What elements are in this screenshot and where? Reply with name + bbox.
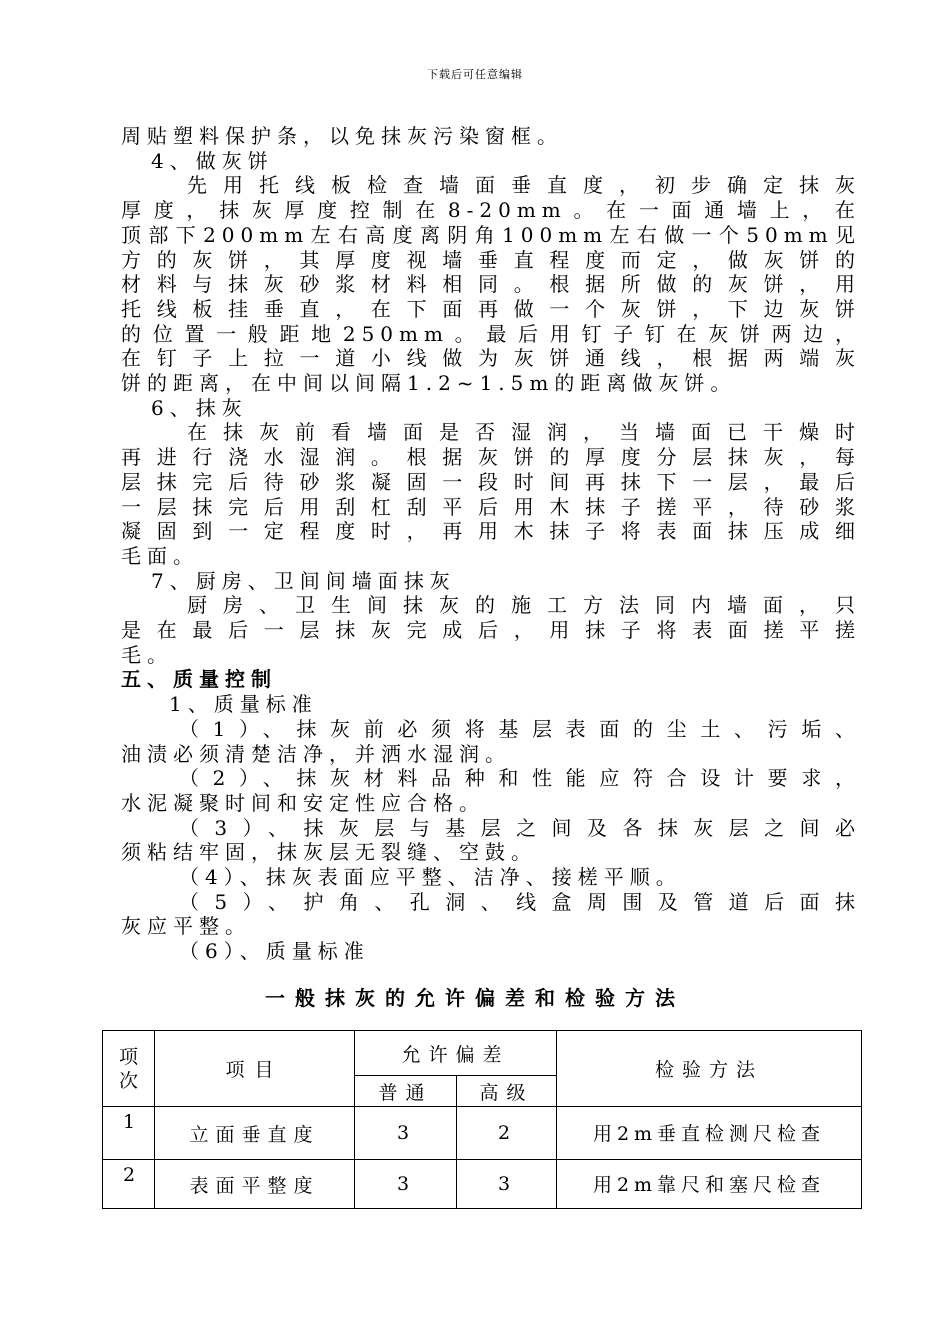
text-line: 水泥凝聚时间和安定性应合格。 [121,790,485,815]
text-line: 毛面。 [121,543,199,568]
text-line: 先用托线板检查墙面垂直度，初步确定抹灰 [187,173,861,198]
row-index: 1 [103,1107,155,1160]
table-row [103,1160,862,1209]
text-line: 周贴塑料保护条，以免抹灰污染窗框。 [121,124,563,148]
text-line: （1）、抹灰前必须将基层表面的尘土、污垢、 [179,716,861,741]
text-line: 灰应平整。 [121,914,251,939]
table-row [103,1107,862,1160]
text-line: 层抹完后待砂浆凝固一段时间再抹下一层，最后 [121,469,861,494]
text-line: 一层抹完后用刮杠刮平后用木抹子搓平，待砂浆 [121,494,861,519]
row-item: 表面平整度 [155,1160,355,1209]
table-title: 一般抹灰的允许偏差和检验方法 [265,986,685,1010]
text-line: 凝固到一定程度时，再用木抹子将表面抹压成细 [121,519,861,544]
text-line: 厚度，抹灰厚度控制在8-20mm。在一面通墙上，在 [121,198,861,223]
section-heading: 五、质量控制 [121,667,277,692]
header-normal: 普通 [355,1076,457,1107]
text-line: 须粘结牢固，抹灰层无裂缝、空鼓。 [121,840,537,865]
text-line: （6）、质量标准 [179,939,370,964]
header-index-label: 项次 [118,1045,138,1092]
header-index [103,1031,155,1107]
header-item: 项目 [155,1031,355,1107]
text-line: （3）、抹灰层与基层之间及各抹灰层之间必 [179,815,861,840]
text-line: 毛。 [121,642,173,667]
text-line: （4）、抹灰表面应平整、洁净、接槎平顺。 [179,865,682,889]
header-method: 检验方法 [557,1031,862,1107]
text-line: 是在最后一层抹灰完成后，用抹子将表面搓平搓 [121,618,861,642]
text-line: 的位置一般距地250mm。最后用钉子钉在灰饼两边， [121,321,861,346]
text-line: 顶部下200mm左右高度离阴角100mm左右做一个50mm见 [121,222,861,247]
row-high: 3 [457,1160,557,1209]
text-line: （5）、护角、孔洞、线盒周围及管道后面抹 [179,889,861,914]
row-normal: 3 [355,1107,457,1160]
text-line: 油渍必须清楚洁净，并洒水湿润。 [121,741,511,766]
text-line: 4、做灰饼 [151,148,274,173]
header-high: 高级 [457,1076,557,1107]
row-method: 用2m垂直检测尺检查 [557,1107,862,1160]
text-line: 饼的距离，在中间以间隔1.2~1.5m的距离做灰饼。 [121,371,737,395]
text-line: 7、厨房、卫间间墙面抹灰 [151,568,456,593]
page-header: 下载后可任意编辑 [427,68,523,81]
row-method: 用2m靠尺和塞尺检查 [557,1160,862,1209]
text-line: 方的灰饼，其厚度视墙垂直程度而定，做灰饼的 [121,247,861,272]
header-allowed-deviation: 允许偏差 [355,1031,557,1076]
text-line: 6、抹灰 [151,395,248,420]
deviation-table [102,1030,862,1209]
text-line: 1、质量标准 [169,692,318,717]
row-high: 2 [457,1107,557,1160]
text-line: 厨房、卫生间抹灰的施工方法同内墙面，只 [187,593,861,618]
text-line: 托线板挂垂直，在下面再做一个灰饼，下边灰饼 [121,296,861,321]
row-item: 立面垂直度 [155,1107,355,1160]
text-line: 材料与抹灰砂浆材料相同。根据所做的灰饼，用 [121,272,861,297]
text-line: 在钉子上拉一道小线做为灰饼通线，根据两端灰 [121,346,861,371]
text-line: 再进行浇水湿润。根据灰饼的厚度分层抹灰，每 [121,445,861,470]
text-line: 在抹灰前看墙面是否湿润，当墙面已干燥时 [187,420,861,445]
text-line: （2）、抹灰材料品种和性能应符合设计要求， [179,766,861,791]
row-normal: 3 [355,1160,457,1209]
row-index: 2 [103,1160,155,1209]
